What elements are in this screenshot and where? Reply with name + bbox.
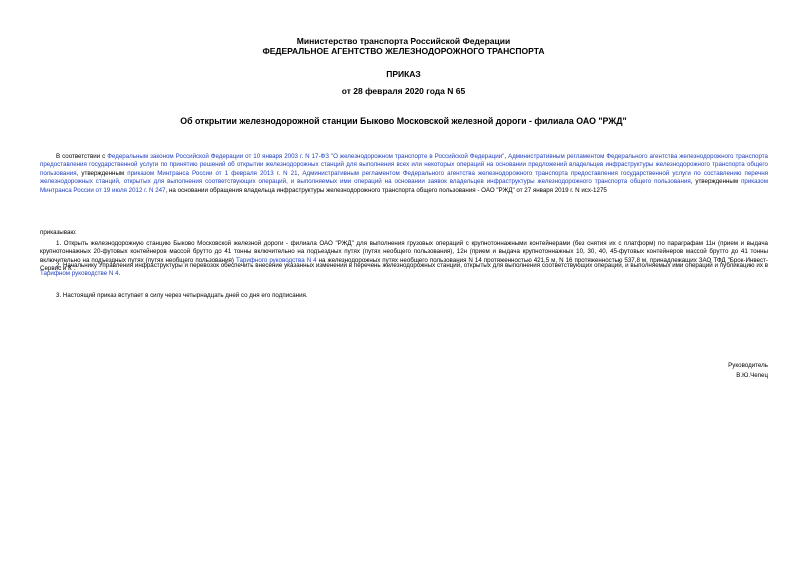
preamble-text: , утвержденным: [76, 169, 128, 177]
order-word: приказываю:: [40, 229, 77, 236]
order-item-2: [40, 262, 768, 279]
order-item-3: 3. Настоящий приказ вступает в силу через четырнадцать дней со дня его подписания.: [56, 292, 308, 299]
document-date-number: от 28 февраля 2020 года N 65: [341, 86, 466, 96]
document-type: ПРИКАЗ: [386, 69, 421, 79]
signatory-role: Руководитель: [728, 362, 768, 369]
item1-text-end: на железнодорожных путях необщего пользования N 14 протяженностью 421,5 м, N 16 протяженностью 537,8 м, принадлежащих ЗАО ТФД "Брок-Инвест-Сервис и К".: [40, 256, 768, 273]
federal-law-link[interactable]: Федеральным законом Российской Федерации от 10 января 2003 г. N 17-ФЗ "О железнодорожном транспорте в Российской Федерации": [107, 153, 505, 160]
admin-regulation-link-1[interactable]: Административным регламентом Федерального агентства железнодорожного транспорта предоставления государственной услуги по принятию решений об открытии железнодорожных станций для выполнения всех или некоторых операций на основании предложений владельцев инфраструктуры железнодорожного транспорта общего пользования: [40, 153, 768, 177]
signatory-name: В.Ю.Чепец: [736, 372, 768, 379]
preamble-paragraph: [40, 153, 768, 195]
preamble-text: , утвержденным: [690, 178, 742, 186]
document-title: Об открытии железнодорожной станции Быково Московской железной дороги - филиала ОАО "РЖД": [180, 116, 627, 126]
agency-name: ФЕДЕРАЛЬНОЕ АГЕНТСТВО ЖЕЛЕЗНОДОРОЖНОГО ТРАНСПОРТА: [262, 46, 545, 56]
tariff-guide-link-1[interactable]: Тарифного руководства N 4: [235, 256, 317, 264]
preamble-text: , на основании обращения владельца инфраструктуры железнодорожного транспорта общего пользования - ОАО "РЖД" от 27 января 2019 г. N исх-1275: [165, 186, 607, 194]
ministry-name: Министерство транспорта Российской Федерации: [296, 36, 511, 46]
item1-text: 1. Открыть железнодорожную станцию Быково Московской железной дороги - филиала ОАО "РЖД" для выполнения грузовых операций с крупнотоннажными контейнерами (без снятия их с платформ) по параграфам 11н (прием и выдача крупнотоннажных 20-футовых контейнеров массой брутто до 41 тонны включительно на подъездных путях (путях необщего пользования), 12н (прием и выдача крупнотоннажных 10, 30, 40, 45-футовых контейнеров массой брутто до 41 тонны включительно на подъездных путях (путях необщего пользования): [40, 240, 768, 264]
ministry-order-link-2[interactable]: приказом Минтранса России от 19 июля 2012 г. N 247: [40, 178, 768, 194]
preamble-text: ,: [297, 169, 303, 177]
preamble-text: В соответствии с: [56, 153, 108, 160]
admin-regulation-link-2[interactable]: Административным регламентом Федерального агентства железнодорожного транспорта предоставления государственной услуги по составлению перечня железнодорожных станций, открытых для выполнения соответствующих операций, и выполняемых ими операций на основании заявок владельцев инфраструктуры железнодорожного транспорта общего пользования: [40, 169, 768, 186]
item2-text: 2. Начальнику Управления инфраструктуры и перевозок обеспечить внесение указанных изменений в перечень железнодорожных станций, открытых для выполнения соответствующих операций, и выполняемых ими операций и публикацию их в: [56, 262, 768, 269]
preamble-text: ,: [504, 153, 509, 160]
ministry-order-link-1[interactable]: приказом Минтранса России от 1 февраля 2013 г. N 21: [127, 169, 298, 177]
item2-text-end: .: [118, 270, 121, 278]
tariff-guide-link-2[interactable]: Тарифном руководстве N 4: [40, 270, 119, 278]
